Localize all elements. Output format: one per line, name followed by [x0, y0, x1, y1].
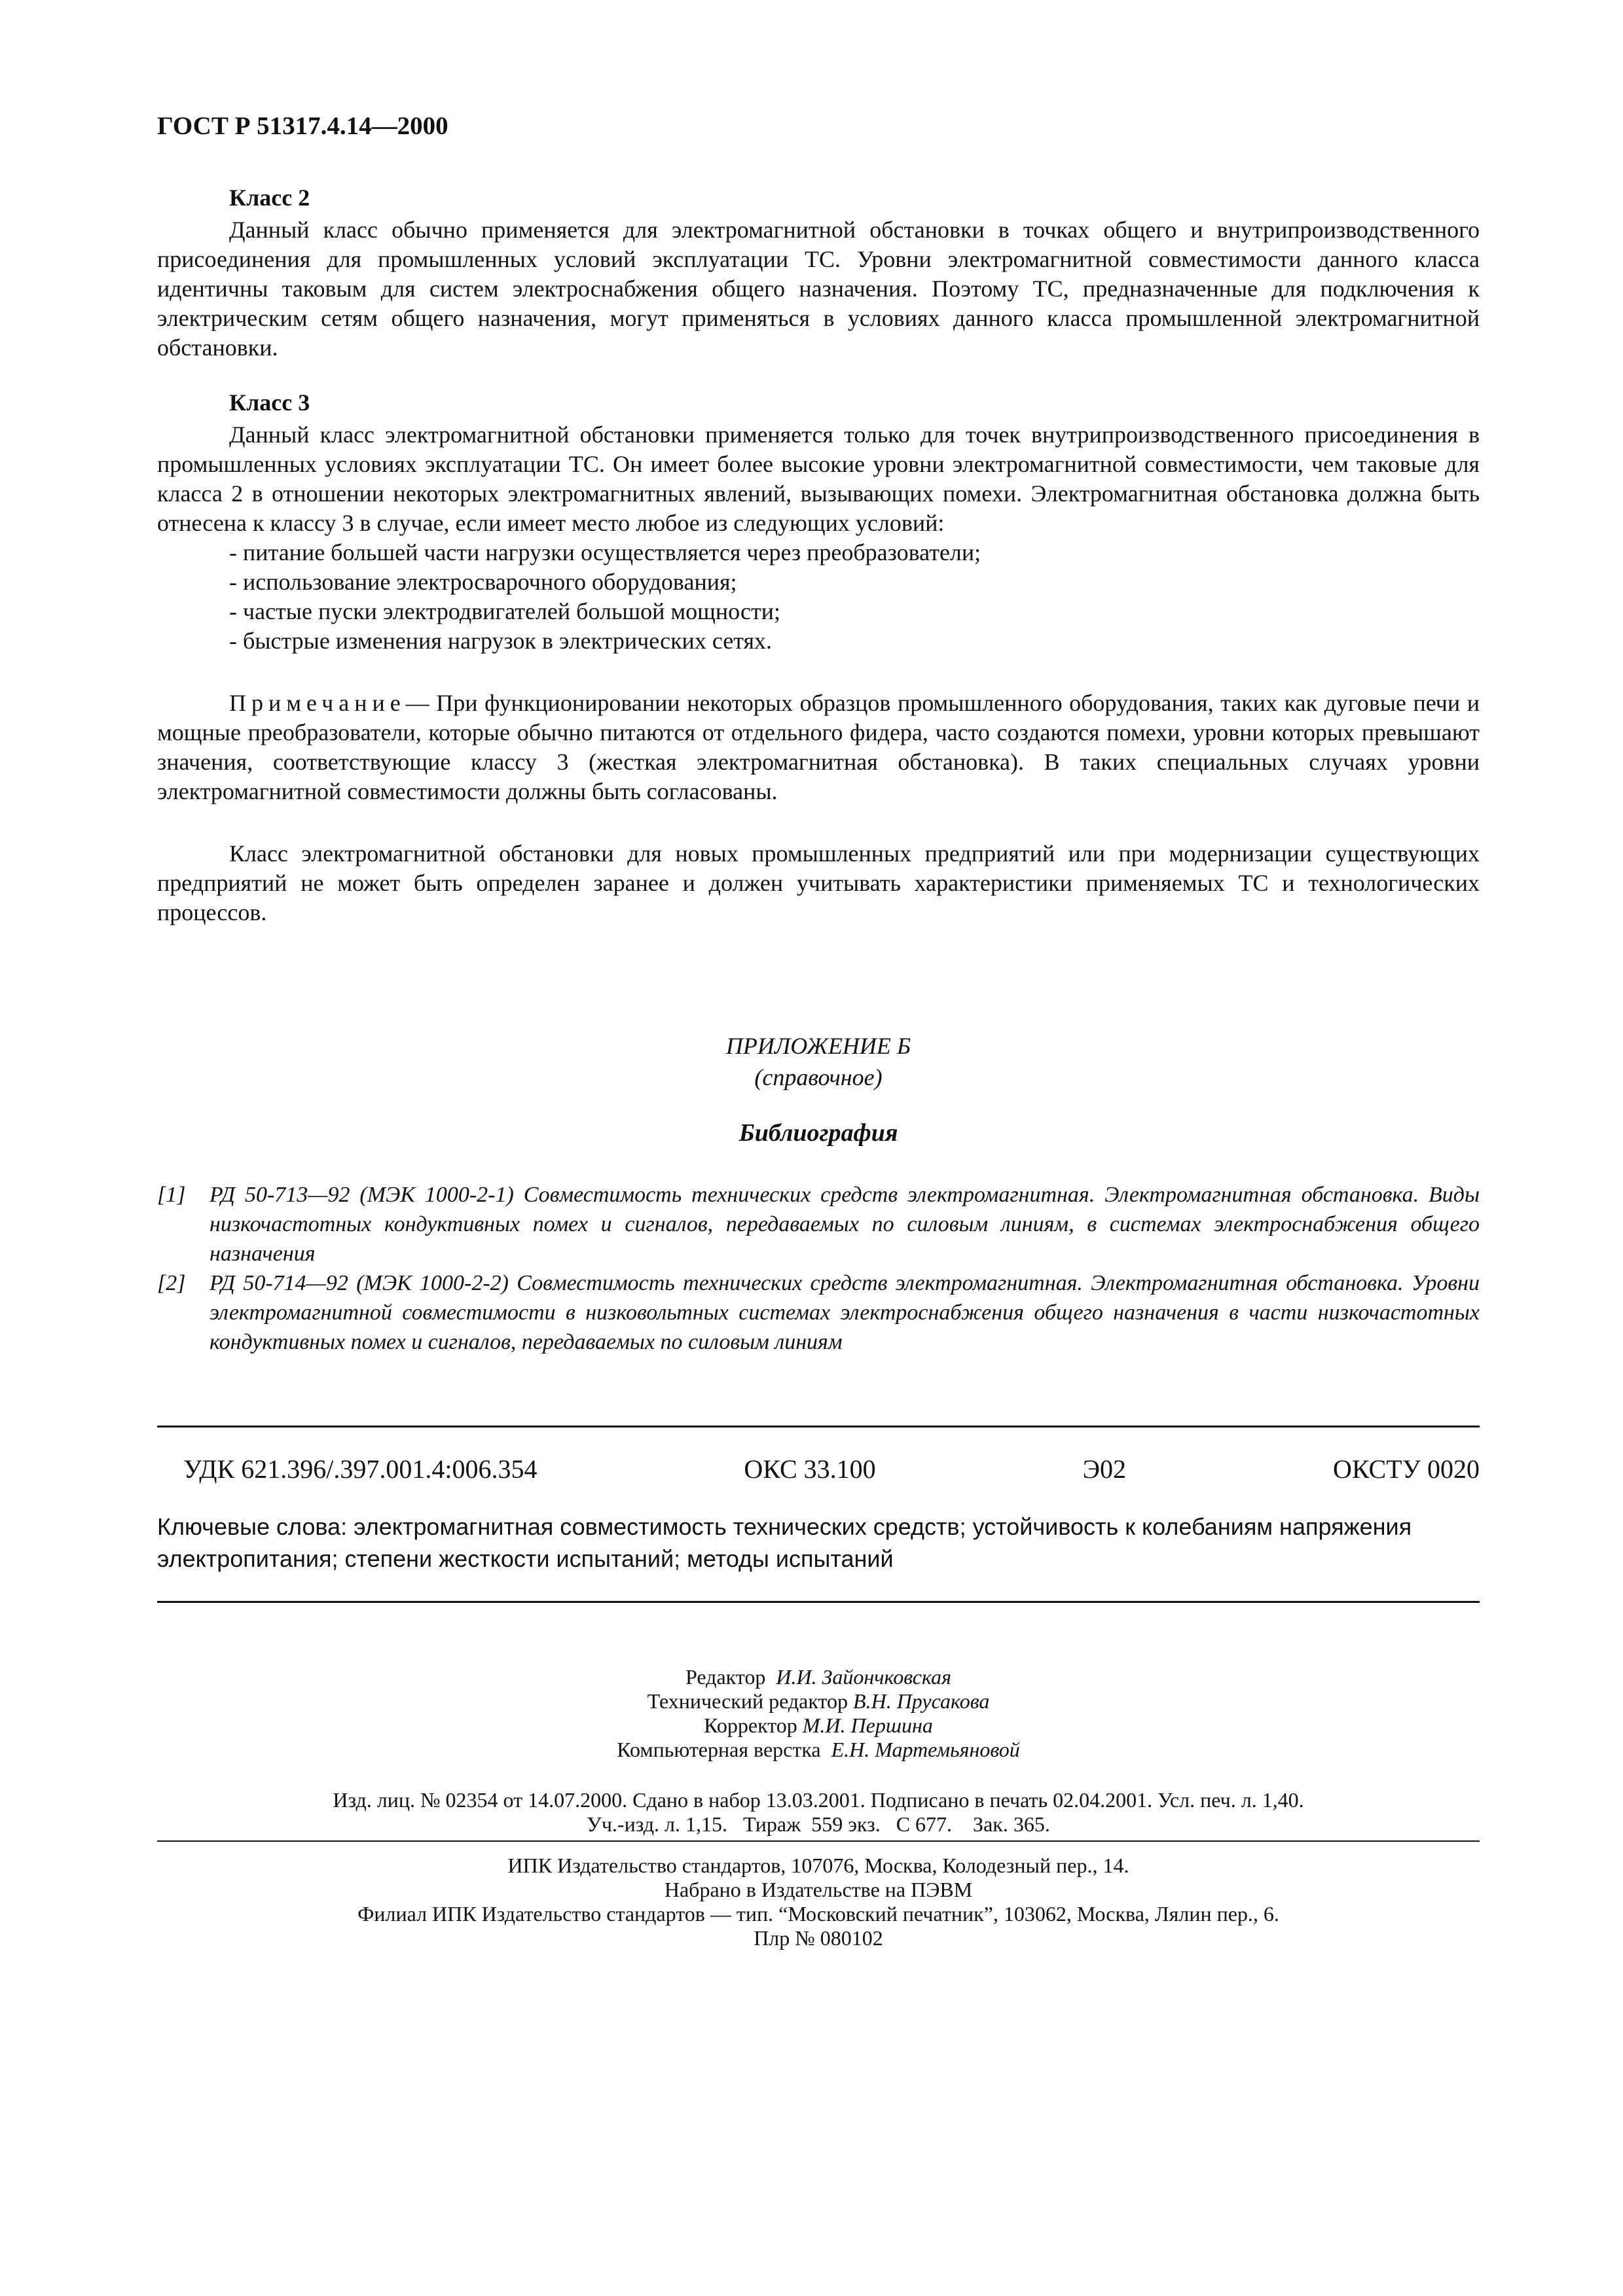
classification-codes [157, 1454, 1480, 1484]
class2-text: Данный класс обычно применяется для электромагнитной обстановки в точках общего и внутрипроизводственного присоединения для промышленных условий эксплуатации ТС. Уровни электромагнитной совместимости данного класса идентичны таковым для систем электроснабжения общего назначения. Поэтому ТС, предназначенные для подключения к электрическим сетям общего назначения, могут применяться в условиях данного класса промышленной электромагнитной обстановки. [157, 217, 1480, 361]
class3-title: Класс 3 [229, 389, 310, 416]
publisher-info [157, 1854, 1480, 1950]
closing-paragraph: Класс электромагнитной обстановки для новых промышленных предприятий или при модернизации существующих предприятий не может быть определен заранее и должен учитывать характеристики применяемых ТС и технологических процессов. [157, 840, 1480, 925]
appendix-heading [157, 1032, 1480, 1147]
keywords: Ключевые слова: электромагнитная совместимость технических средств; устойчивость к колебаниям напряжения электропитания; степени жесткости испытаний; методы испытаний [157, 1513, 1412, 1572]
credit-role: Технический редактор [647, 1689, 848, 1713]
credit-line [157, 1689, 1480, 1713]
bibliography-text: РД 50-714—92 (МЭК 1000-2-2) Совместимость технических средств электромагнитная. Электромагнитная обстановка. Уровни электромагнитной совместимости в низковольтных системах электроснабжения общего назначения в части низкочастотных кондуктивных помех и сигналов, передаваемых по силовым линиям [210, 1271, 1480, 1354]
bibliography-list [157, 1180, 1480, 1357]
oks-code: ОКС 33.100 [744, 1454, 876, 1484]
list-item: - быстрые изменения нагрузок в электрических сетях. [229, 628, 773, 654]
class3-section [157, 389, 1480, 656]
publisher-line: Филиал ИПК Издательство стандартов — тип. “Московский печатник”, 103062, Москва, Лялин пер., 6. [357, 1902, 1279, 1926]
credit-line [157, 1665, 1480, 1689]
class2-title: Класс 2 [229, 185, 310, 211]
imprint-line: Изд. лиц. № 02354 от 14.07.2000. Сдано в набор 13.03.2001. Подписано в печать 02.04.2001. Усл. печ. л. 1,40. [333, 1788, 1304, 1812]
credit-name: Е.Н. Мартемьяновой [831, 1738, 1020, 1761]
note-text: — При функционировании некоторых образцов промышленного оборудования, таких как дуговые печи и мощные преобразователи, которые обычно питаются от отдельного фидера, часто создаются помехи, уровни которых превышают значения, соответствующие классу 3 (жесткая электромагнитная обстановка). В таких специальных случаях уровни электромагнитной совместимости должны быть согласованы. [157, 690, 1480, 804]
class3-text: Данный класс электромагнитной обстановки применяется только для точек внутрипроизводственного присоединения в промышленных условиях эксплуатации ТС. Он имеет более высокие уровни электромагнитной совместимости, чем таковые для класса 2 в отношении некоторых электромагнитных явлений, вызывающих помехи. Электромагнитная обстановка должна быть отнесена к классу 3 в случае, если имеет место любое из следующих условий: [157, 422, 1480, 536]
bibliography-number: [2] [157, 1271, 186, 1295]
bibliography-text: РД 50-713—92 (МЭК 1000-2-1) Совместимость технических средств электромагнитная. Электромагнитная обстановка. Виды низкочастотных кондуктивных помех и сигналов, передаваемых по силовым линиям, в системах электроснабжения общего назначения [210, 1183, 1480, 1266]
bibliography-number: [1] [157, 1183, 186, 1207]
divider [157, 1426, 1480, 1427]
credit-role: Редактор [685, 1665, 766, 1689]
bibliography-title: Библиография [739, 1119, 898, 1147]
publisher-line: Набрано в Издательстве на ПЭВМ [664, 1878, 973, 1901]
udk-code: УДК 621.396/.397.001.4:006.354 [183, 1454, 538, 1484]
imprint-line: Уч.-изд. л. 1,15. Тираж 559 экз. С 677. Зак. 365. [587, 1812, 1050, 1836]
credit-role: Корректор [704, 1713, 797, 1737]
divider [157, 1601, 1480, 1603]
list-item: - питание большей части нагрузки осуществляется через преобразователи; [229, 539, 981, 565]
okstu-code: ОКСТУ 0020 [1332, 1454, 1480, 1484]
bibliography-item [157, 1180, 1480, 1268]
credit-line [157, 1713, 1480, 1738]
credit-line [157, 1738, 1480, 1762]
imprint [157, 1788, 1480, 1842]
list-item: - частые пуски электродвигателей большой мощности; [229, 598, 781, 624]
credit-name: И.И. Зайончковская [776, 1665, 951, 1689]
document-page [157, 111, 1480, 1950]
note-paragraph [157, 689, 1480, 806]
credit-role: Компьютерная верстка [617, 1738, 821, 1761]
bibliography-item [157, 1268, 1480, 1357]
credit-name: В.Н. Прусакова [853, 1689, 990, 1713]
e-code: Э02 [1082, 1454, 1127, 1484]
publisher-line: Плр № 080102 [754, 1926, 883, 1950]
credit-name: М.И. Першина [802, 1713, 933, 1737]
divider [157, 1840, 1480, 1842]
class2-section [157, 184, 1480, 363]
list-item: - использование электросварочного оборудования; [229, 569, 737, 595]
credits [157, 1665, 1480, 1762]
appendix-title: ПРИЛОЖЕНИЕ Б [725, 1033, 911, 1059]
publisher-line: ИПК Издательство стандартов, 107076, Москва, Колодезный пер., 14. [507, 1854, 1129, 1877]
document-header: ГОСТ Р 51317.4.14—2000 [157, 112, 448, 140]
appendix-subtitle: (справочное) [754, 1064, 883, 1090]
note-label: Примечание [229, 690, 406, 716]
